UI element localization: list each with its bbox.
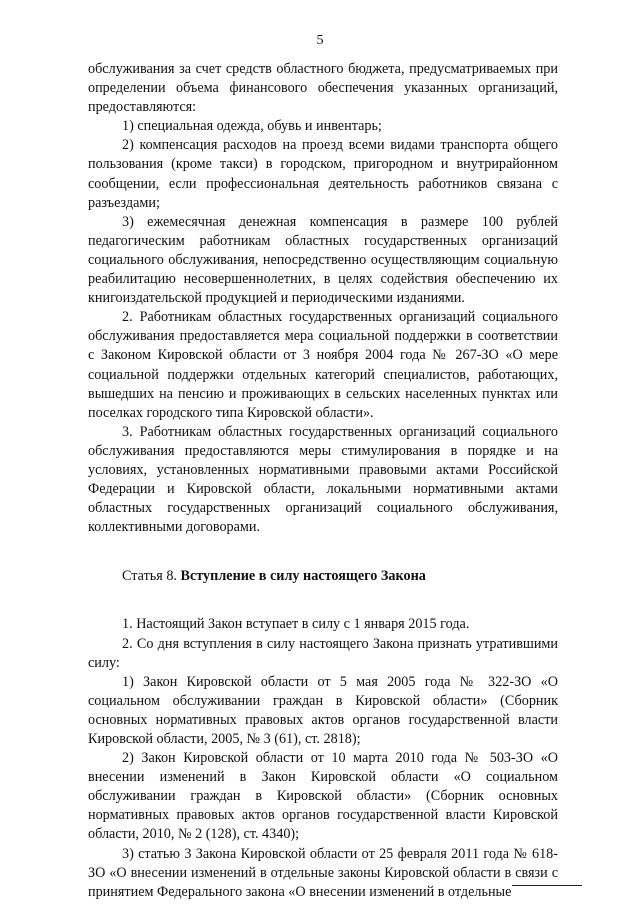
article-title: Вступление в силу настоящего Закона	[180, 568, 426, 585]
article-heading	[88, 567, 558, 586]
article-label: Статья 8.	[122, 568, 177, 585]
paragraph: 1. Настоящий Закон вступает в силу с 1 января 2015 года.	[122, 616, 470, 633]
page-number: 5	[316, 33, 324, 48]
signature-line	[512, 885, 582, 886]
document-body	[88, 60, 558, 902]
paragraph: 3) статью 3 Закона Кировской области от 25 февраля 2011 года № 618-ЗО «О внесении изменений в отдельные законы Кировской области в связи с принятием Федерального закона «О внесении изменений в отдельные	[88, 845, 558, 900]
paragraph: 1) специальная одежда, обувь и инвентарь;	[122, 118, 382, 135]
paragraph: 3. Работникам областных государственных организаций социального обслуживания предоставляются меры стимулирования в порядке и на условиях, установленных нормативными правовыми актами Российской Федерации и Кировской области, локальными нормативными актами областных государственных организаций социального обслуживания, коллективными договорами.	[88, 423, 558, 536]
paragraph: 2) компенсация расходов на проезд всеми видами транспорта общего пользования (кроме такси) в городском, пригородном и внутрирайонном сообщении, если профессиональная деятельность работников связана с разъездами;	[88, 137, 558, 211]
paragraph: обслуживания за счет средств областного бюджета, предусматриваемых при определении объема финансового обеспечения указанных организаций, предоставляются:	[88, 61, 558, 116]
paragraph: 1) Закон Кировской области от 5 мая 2005 года № 322-ЗО «О социальном обслуживании граждан в Кировской области» (Сборник основных нормативных правовых актов органов государственной власти Кировской области, 2005, № 3 (61), ст. 2818);	[88, 673, 558, 747]
paragraph: 3) ежемесячная денежная компенсация в размере 100 рублей педагогическим работникам областных государственных организаций социального обслуживания, непосредственно осуществляющим социальную реабилитацию несовершеннолетних, в целях содействия обеспечению их книгоиздательской продукцией и периодическими изданиями.	[88, 213, 558, 307]
paragraph: 2. Со дня вступления в силу настоящего Закона признать утратившими силу:	[88, 635, 558, 671]
paragraph: 2. Работникам областных государственных организаций социального обслуживания предоставляется мера социальной поддержки в соответствии с Законом Кировской области от 3 ноября 2004 года № 267-ЗО «О мере социальной поддержки отдельных категорий специалистов, работающих, вышедших на пенсию и проживающих в сельских населенных пунктах или поселках городского типа Кировской области».	[88, 309, 558, 421]
paragraph: 2) Закон Кировской области от 10 марта 2010 года № 503-ЗО «О внесении изменений в Закон Кировской области «О социальном обслуживании граждан в Кировской области» (Сборник основных нормативных правовых актов органов государственной власти Кировской области, 2010, № 2 (128), ст. 4340);	[88, 750, 558, 843]
